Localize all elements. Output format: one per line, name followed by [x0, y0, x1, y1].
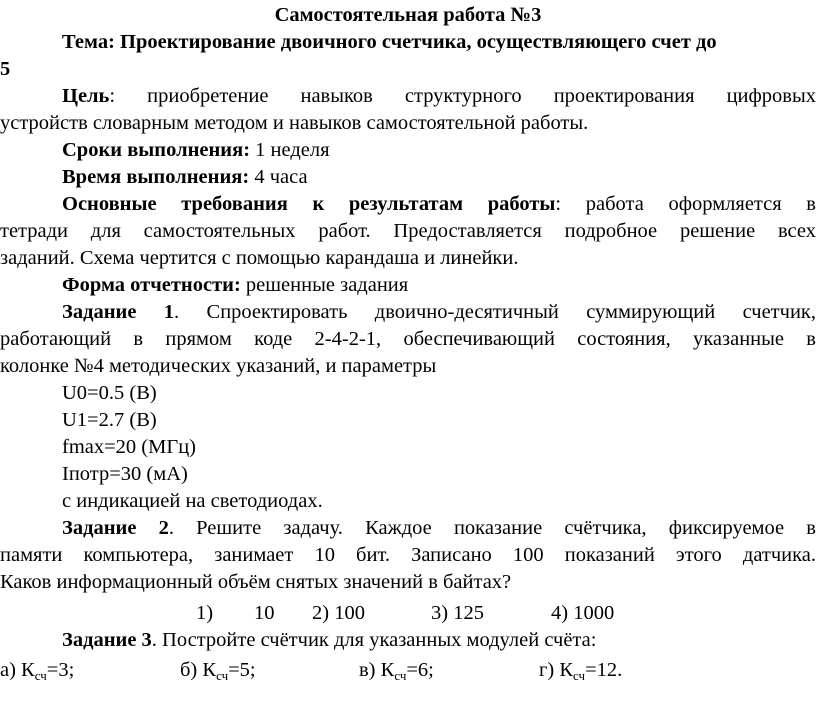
deadline-value: 1 неделя [250, 139, 330, 161]
topic-line [0, 29, 816, 56]
duration-label: Время выполнения: [62, 166, 250, 188]
task3-item-b-suffix: =5; [228, 659, 256, 681]
task2-option-3: 3) 125 [431, 602, 484, 624]
requirements-text-2: тетради для самостоятельных работ. Предоставляется подробное решение всех [0, 220, 816, 242]
duration-line [0, 164, 816, 191]
duration-value: 4 часа [249, 166, 308, 188]
task3-line [0, 627, 816, 654]
task3-item-a [0, 657, 74, 690]
task2-line [0, 515, 816, 542]
task1-label: Задание [62, 301, 137, 323]
task3-item-g [539, 657, 622, 690]
task1-number: 1 [136, 301, 175, 323]
task3-item-v-prefix: в) К [359, 659, 395, 681]
task2-text-2: памяти компьютера, занимает 10 бит. Записано 100 показаний этого датчика. [0, 544, 816, 566]
deadline-line [0, 137, 816, 164]
goal-text-continued: устройств словарным методом и навыков самостоятельной работы. [0, 112, 589, 134]
task3-item-v-sub: сч [394, 668, 407, 683]
task3-item-b-prefix: б) К [180, 659, 217, 681]
deadline-label: Сроки выполнения: [62, 139, 251, 161]
task3-item-v [359, 657, 434, 690]
task2-option-1-value: 10 [254, 602, 275, 624]
report-form-label: Форма отчетности: [62, 274, 241, 296]
task1-tail: с индикацией на светодиодах. [62, 490, 323, 512]
report-form-line [0, 272, 816, 299]
task3-item-v-suffix: =6; [406, 659, 434, 681]
task1-text-2: работающий в прямом коде 2-4-2-1, обеспечивающий состояния, указанные в [0, 328, 816, 350]
task3-label: Задание 3 [62, 629, 152, 651]
goal-line [0, 83, 816, 110]
topic-label: Тема: [62, 31, 115, 53]
document-title: Самостоятельная работа №3 [274, 4, 542, 26]
task2-option-1-marker: 1) [196, 602, 214, 624]
task1-param-u0: U0=0.5 (В) [62, 382, 157, 404]
task1-param-fmax: fmax=20 (МГц) [62, 436, 197, 458]
task3-text: . Постройте счётчик для указанных модулей счёта: [151, 629, 597, 651]
topic-text: Проектирование двоичного счетчика, осуществляющего счет до [120, 31, 717, 53]
report-form-value: решенные задания [240, 274, 409, 296]
task3-item-a-suffix: =3; [46, 659, 75, 681]
task3-item-b [180, 657, 256, 690]
goal-label: Цель [62, 85, 110, 107]
goal-text: : приобретение навыков структурного проектирования цифровых [109, 85, 816, 107]
topic-text-continued: 5 [0, 58, 11, 80]
task3-item-g-sub: сч [573, 668, 586, 683]
task1-line [0, 299, 816, 326]
task2-text-3: Каков информационный объём снятых значений в байтах? [0, 571, 512, 593]
requirements-line [0, 191, 816, 218]
task3-item-g-suffix: =12. [585, 659, 623, 681]
task1-text: . Спроектировать двоично-десятичный суммирующий счетчик, [174, 301, 816, 323]
task3-item-b-sub: сч [216, 668, 229, 683]
task1-text-3: колонке №4 методических указаний, и параметры [0, 355, 437, 377]
requirements-text: : работа оформляется в [555, 193, 816, 215]
task2-label: Задание 2 [62, 517, 169, 539]
task3-item-g-prefix: г) К [539, 659, 574, 681]
requirements-label: Основные требования к результатам работы [62, 193, 556, 215]
task3-item-a-prefix: а) К [0, 659, 35, 681]
task1-param-u1: U1=2.7 (В) [62, 409, 157, 431]
task2-option-2: 2) 100 [312, 602, 365, 624]
task3-item-a-sub: сч [34, 668, 47, 683]
task2-text: . Решите задачу. Каждое показание счётчика, фиксируемое в [168, 517, 816, 539]
task1-param-ipotr: Iпотр=30 (мА) [62, 463, 188, 485]
requirements-text-3: заданий. Схема чертится с помощью карандаша и линейки. [0, 247, 519, 269]
task2-option-4: 4) 1000 [551, 602, 615, 624]
